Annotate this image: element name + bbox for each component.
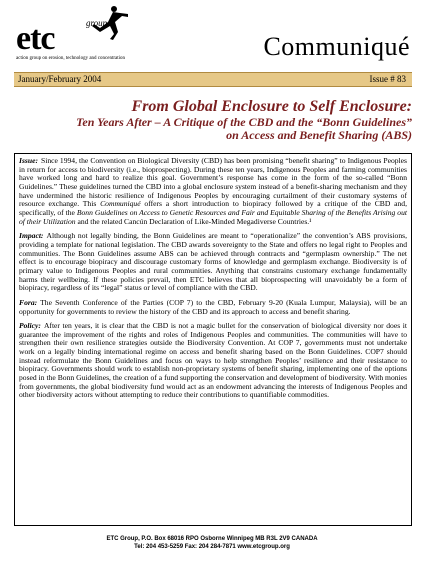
headline-title: From Global Enclosure to Self Enclosure: xyxy=(131,98,412,115)
headline-subtitle-line-2: on Access and Benefit Sharing (ABS) xyxy=(226,128,412,142)
fora-paragraph xyxy=(19,299,407,316)
issue-text-3: and the related Cancún Declaration of Like-Minded Megadiverse Countries.¹ xyxy=(75,216,312,226)
issue-date: January/February 2004 xyxy=(18,74,102,84)
publication-title: Communiqué xyxy=(263,32,410,61)
logo-wordmark: etc xyxy=(16,20,55,57)
logo-group-superscript: group xyxy=(86,18,108,28)
issue-label: Issue: xyxy=(19,156,38,165)
impact-paragraph xyxy=(19,232,407,293)
policy-paragraph xyxy=(19,322,407,400)
footer xyxy=(0,535,424,551)
headline-subtitle-line-1: Ten Years After – A Critique of the CBD and the “Bonn Guidelines” xyxy=(76,115,412,129)
footer-contact: Tel: 204 453-5259 Fax: 204 284-7871 www.etcgroup.org xyxy=(134,544,290,550)
issue-number: Issue # 83 xyxy=(369,74,406,84)
policy-label: Policy: xyxy=(19,321,41,331)
issue-bar xyxy=(14,72,412,87)
impact-label: Impact: xyxy=(19,231,44,241)
impact-text: Although not legally binding, the Bonn Guidelines are meant to “operationalize” the convention’s ABS provisions, providing a template for national legislation. The CBD awards sovereignty to the State and offers no legal right to Peoples and communities. The Bonn Guidelines assume ABS can be achieved through contracts and “germplasm ownership.” The net effect is to encourage biopiracy and discourage customary forms of knowledge and germplasm exchange. Biodiversity is of primary value to Indigenous Peoples and rural communities. Anything that constrains customary exchange fundamentally harms their wellbeing. If these policies prevail, then ETC believes that all bioprospecting will unavoidably be a form of biopiracy, regardless of its “legal” status or level of compliance with the CBD. xyxy=(19,231,407,293)
headline xyxy=(14,98,412,142)
issue-italic-2: Bonn Guidelines on Access to Genetic Resources and Fair and Equitable Sharing of the Benefits Arising out of their Utilization xyxy=(19,207,408,226)
policy-text: After ten years, it is clear that the CBD is not a magic bullet for the conservation of biological diversity nor does it guarantee the improvement of the rights and roles of Indigenous Peoples and communities. The communities will have to strengthen their own resilience strategies outside the Biodiversity Convention. At COP 7, governments must not undertake work on a legally binding international regime on access and benefit sharing based on the Bonn Guidelines. COP7 should instead reformulate the Bonn Guidelines and focus on ways to help strengthen Peoples’ resilience and their resistance to biopiracy. Governments should work to establish non-proprietary systems of benefit sharing, implementing one of the options posed in the Bonn Guidelines, the creation of a fund supporting the conservation and development of biodiversity. With monies from governments, the global biodiversity fund would act as an endowment advancing the interests of Indigenous Peoples and other biodiversity actors without attempting to reduce their contributions to quantifiable commodities. xyxy=(19,321,407,400)
fora-text: The Seventh Conference of the Parties (COP 7) to the CBD, February 9-20 (Kuala Lumpur, Malaysia), will be an opportunity for governments to review the history of the CBD and its approach to access and benefit sharing. xyxy=(19,297,407,316)
issue-text-1: Since 1994, the Convention on Biological Diversity (CBD) has been promising “benefit sharing” to Indigenous Peoples in return for access to biodiversity (i.e., bioprospecting). During these ten years, Indigenous Peoples and farming communities have worked long and hard to realize this goal. Government’s response has come in the form of the so-called “Bonn Guidelines.” These guidelines turned the CBD into a global enclosure system instead of a benefit-sharing mechanism and they have undermined the historic resilience of Indigenous Peoples by encouraging curtailment of their customary systems of resource exchange. This xyxy=(19,156,407,209)
masthead xyxy=(6,4,418,68)
fora-label: Fora: xyxy=(19,297,38,307)
issue-paragraph xyxy=(19,157,407,226)
summary-box xyxy=(14,153,412,526)
logo-tagline: action group on erosion, technology and concentration xyxy=(16,56,125,61)
issue-italic-1: Communiqué xyxy=(100,199,141,209)
issue-text-2: offers a short introduction to biopiracy followed by a critique of the CBD and, specifically, of the xyxy=(19,199,407,217)
footer-address: ETC Group, P.O. Box 68016 RPO Osborne Winnipeg MB R3L 2V9 CANADA xyxy=(106,536,318,542)
etc-group-logo xyxy=(10,4,130,64)
